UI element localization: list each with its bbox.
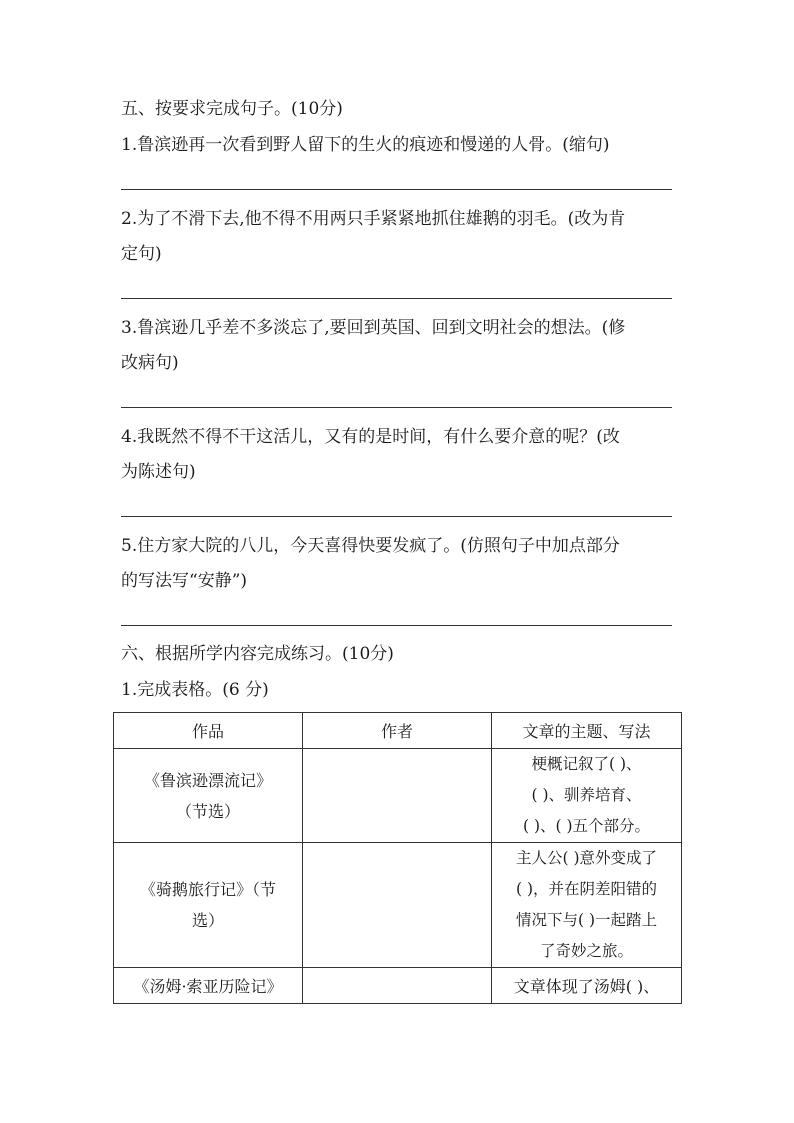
- table-row: [114, 749, 682, 843]
- question-4-line2: 为陈述句): [121, 462, 196, 482]
- theme-text: ( )、( )五个部分。: [522, 817, 651, 835]
- section6-question-1: 1.完成表格。(6 分): [121, 680, 269, 700]
- question-1: 1.鲁滨逊再一次看到野人留下的生火的痕迹和慢递的人骨。(缩句): [121, 135, 610, 155]
- theme-text: 情况下与( )一起踏上: [515, 911, 658, 929]
- work-cell: [114, 843, 303, 968]
- question-2-line2: 定句): [121, 244, 162, 264]
- work-note: 选）: [191, 911, 224, 930]
- table-header-row: [114, 713, 682, 749]
- question-5-line2: 的写法写“安静”): [121, 571, 248, 591]
- theme-text: 了奇妙之旅。: [539, 942, 633, 960]
- question-3-line2: 改病句): [121, 353, 179, 373]
- header-work: 作品: [114, 713, 303, 749]
- author-cell[interactable]: [303, 843, 492, 968]
- theme-cell[interactable]: [492, 749, 682, 843]
- work-note: （节选）: [175, 801, 240, 821]
- theme-text: 文章体现了汤姆( )、: [513, 977, 660, 996]
- theme-cell[interactable]: [492, 843, 682, 968]
- question-2-line1: 2.为了不滑下去,他不得不用两只手紧紧地抓住雄鹅的羽毛。(改为肯: [121, 209, 626, 229]
- question-4-line1: 4.我既然不得不干这活儿，又有的是时间，有什么要介意的呢？(改: [121, 427, 620, 447]
- work-title: 《汤姆·索亚历险记》: [133, 977, 283, 996]
- author-cell[interactable]: [303, 968, 492, 1004]
- section5-title: 五、按要求完成句子。(10分): [121, 99, 343, 119]
- author-cell[interactable]: [303, 749, 492, 843]
- section6-title: 六、根据所学内容完成练习。(10分): [121, 644, 394, 664]
- answer-line-2[interactable]: [121, 298, 672, 299]
- answer-line-4[interactable]: [121, 516, 672, 517]
- theme-text: 主人公( )意外变成了: [515, 849, 658, 867]
- works-table: [113, 712, 682, 1004]
- answer-line-1[interactable]: [121, 189, 672, 190]
- header-author: 作者: [303, 713, 492, 749]
- theme-text: 梗概记叙了( )、: [531, 755, 642, 773]
- theme-text: ( )，并在阴差阳错的: [515, 880, 658, 898]
- table-row: [114, 843, 682, 968]
- question-3-line1: 3.鲁滨逊几乎差不多淡忘了,要回到英国、回到文明社会的想法。(修: [121, 318, 626, 338]
- header-theme: 文章的主题、写法: [492, 713, 682, 749]
- answer-line-5[interactable]: [121, 625, 672, 626]
- work-title: 《鲁滨逊漂流记》: [143, 770, 272, 790]
- work-cell: [114, 749, 303, 843]
- work-cell: [114, 968, 303, 1004]
- theme-cell[interactable]: [492, 968, 682, 1004]
- work-title: 《骑鹅旅行记》（节: [139, 880, 276, 899]
- theme-text: ( )、驯养培育、: [531, 786, 642, 804]
- question-5-line1: 5.住方家大院的八儿，今天喜得快要发疯了。(仿照句子中加点部分: [121, 536, 620, 556]
- answer-line-3[interactable]: [121, 407, 672, 408]
- table-row: [114, 968, 682, 1004]
